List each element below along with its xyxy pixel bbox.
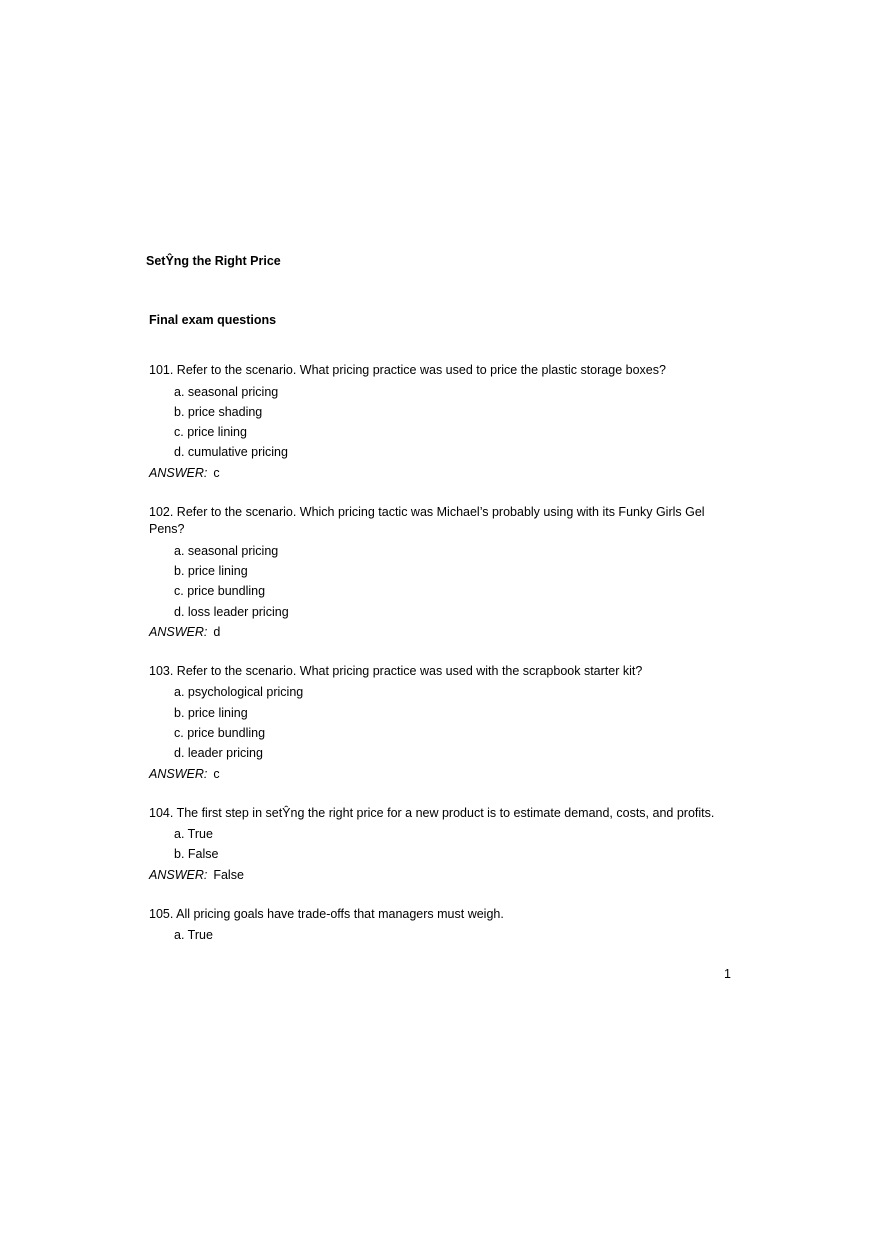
answer-label: ANSWER: — [149, 624, 208, 639]
question-text: 101. Refer to the scenario. What pricing practice was used to price the plastic storage boxes? — [149, 363, 666, 377]
question-104 — [149, 805, 734, 885]
answer-line — [149, 865, 734, 885]
answer-value: c — [213, 465, 220, 480]
option-list — [149, 541, 734, 622]
option-item: a. True — [174, 928, 213, 943]
answer-value: d — [213, 624, 221, 639]
option-item: c. price bundling — [174, 584, 266, 599]
question-text: 104. The first step in setŶng the right price for a new product is to estimate demand, costs, and profits. — [149, 805, 715, 820]
option-list — [149, 682, 734, 763]
answer-label: ANSWER: — [149, 465, 208, 480]
answer-line — [149, 463, 734, 483]
document-title: SetŶng the Right Price — [146, 254, 281, 268]
option-list — [149, 382, 734, 463]
option-item: b. False — [174, 847, 219, 862]
option-item: c. price bundling — [174, 725, 266, 740]
option-item: b. price lining — [174, 563, 248, 578]
question-105 — [149, 906, 734, 946]
question-text: 105. All pricing goals have trade-offs that managers must weigh. — [149, 906, 504, 921]
option-item: a. seasonal pricing — [174, 543, 279, 558]
option-item: a. True — [174, 827, 213, 842]
option-list — [149, 824, 734, 865]
question-103 — [149, 663, 734, 784]
option-item: a. seasonal pricing — [174, 384, 279, 399]
option-item: a. psychological pricing — [174, 685, 304, 700]
option-item: b. price shading — [174, 404, 263, 419]
answer-label: ANSWER: — [149, 766, 208, 781]
option-item: d. leader pricing — [174, 746, 263, 761]
answer-line — [149, 622, 734, 642]
question-text: 103. Refer to the scenario. What pricing practice was used with the scrapbook starter kit? — [149, 663, 643, 678]
question-text: 102. Refer to the scenario. Which pricing tactic was Michael’s probably using with its Funky Girls Gel Pens? — [149, 504, 705, 537]
answer-value: c — [213, 766, 220, 781]
answer-line — [149, 764, 734, 784]
page-number: 1 — [724, 967, 731, 981]
option-item: b. price lining — [174, 705, 248, 720]
question-102 — [149, 504, 734, 642]
option-list — [149, 925, 734, 945]
question-101 — [149, 362, 734, 483]
answer-value: False — [213, 867, 244, 882]
option-item: d. loss leader pricing — [174, 604, 289, 619]
question-list — [149, 362, 734, 966]
answer-label: ANSWER: — [149, 867, 208, 882]
option-item: d. cumulative pricing — [174, 445, 288, 460]
document-subtitle: Final exam questions — [149, 313, 277, 327]
option-item: c. price lining — [174, 425, 247, 440]
